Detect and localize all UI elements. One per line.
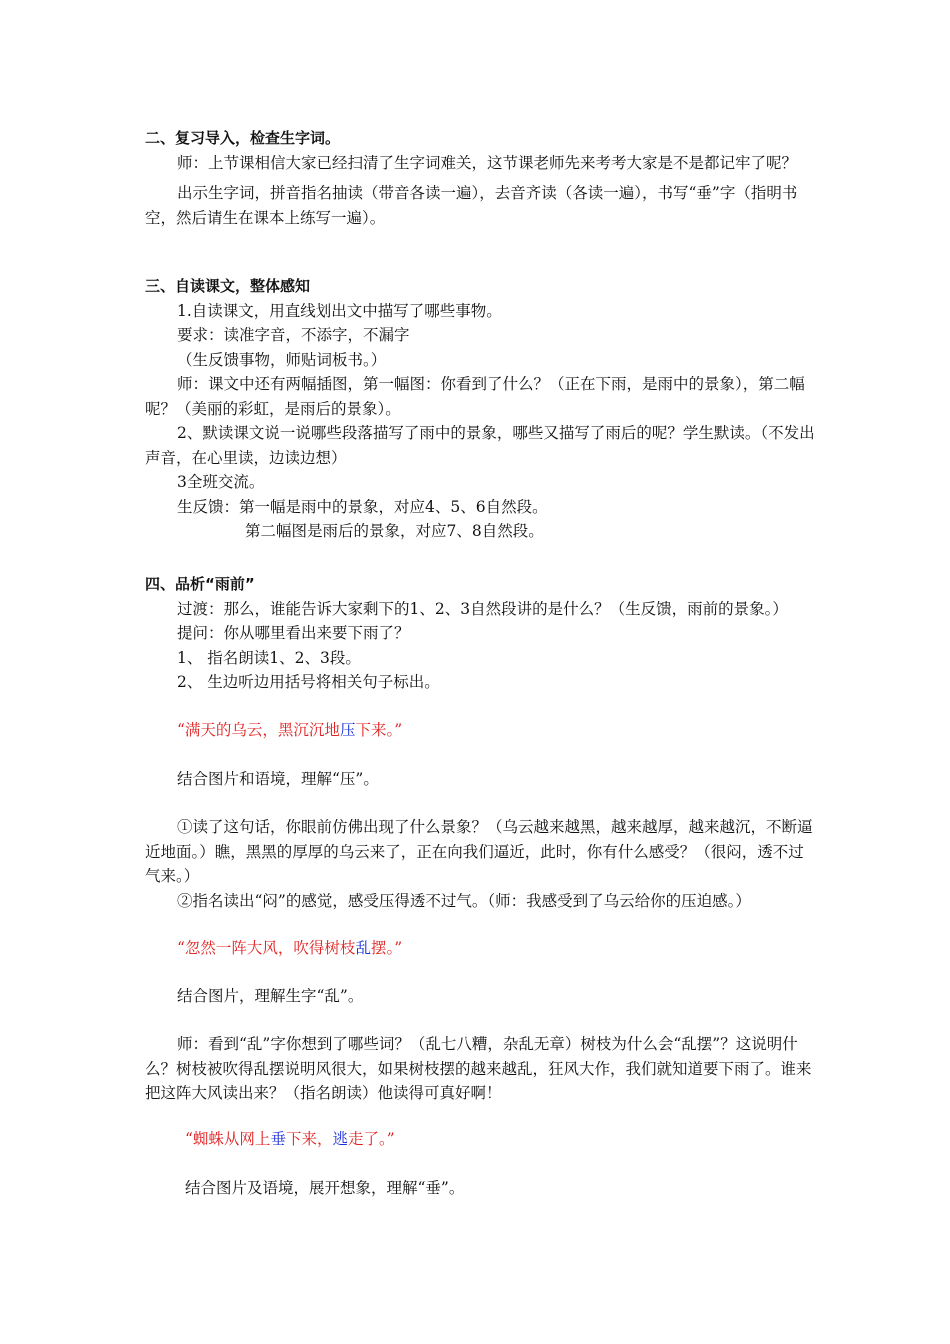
instruction-2 (145, 984, 815, 1009)
paragraph: （生反馈事物，师贴词板书。） (177, 350, 387, 369)
key-character: 逃 (332, 1130, 348, 1148)
discussion-1 (145, 815, 815, 913)
key-character: 垂 (270, 1130, 286, 1148)
paragraph: ①读了这句话，你眼前仿佛出现了什么景象？（乌云越来越黑，越来越厚，越来越沉，不断逼近地面。）瞧，黑黑的厚厚的乌云来了，正在向我们逼近，此时，你有什么感受？（很闷，透不过气来。） (145, 818, 813, 885)
section-before-rain (145, 572, 815, 695)
quote-text: 走了。” (347, 1130, 395, 1148)
quote-line (145, 718, 815, 743)
paragraph: 1.自读课文，用直线划出文中描写了哪些事物。 (177, 301, 502, 320)
quote-text: 下来， (285, 1130, 333, 1148)
paragraph: 结合图片及语境，展开想象，理解“垂”。 (185, 1179, 465, 1197)
paragraph: 出示生字词，拼音指名抽读（带音各读一遍），去音齐读（各读一遍），书写“垂”字（指明书空，然后请生在课本上练写一遍）。 (145, 184, 798, 227)
paragraph: 师：看到“乱”字你想到了哪些词？（乱七八糟，杂乱无章）树枝为什么会“乱摆”？这说明什么？树枝被吹得乱摆说明风很大，如果树枝摆的越来越乱，狂风大作，我们就知道要下雨了。谁来把这阵大风读出来？（指名朗读）他读得可真好啊！ (145, 1035, 812, 1102)
paragraph: 过渡：那么，谁能告诉大家剩下的1、2、3自然段讲的是什么？（生反馈，雨前的景象。） (177, 599, 788, 618)
quote-line (145, 936, 815, 961)
quote-text: “蜘蛛从网上 (185, 1130, 271, 1148)
quote-text: 下来。” (355, 721, 403, 739)
section-heading: 三、自读课文，整体感知 (145, 277, 311, 295)
paragraph: 2、 生边听边用括号将相关句子标出。 (177, 673, 440, 691)
section-self-reading (145, 274, 815, 544)
quote-sentence-1 (145, 718, 815, 743)
paragraph: ②指名读出“闷”的感觉，感受压得透不过气。（师：我感受到了乌云给你的压迫感。） (177, 891, 751, 910)
section-review (145, 126, 815, 230)
quote-sentence-2 (145, 936, 815, 961)
paragraph: 3全班交流。 (177, 473, 265, 491)
paragraph: 要求：读准字音，不添字，不漏字 (177, 326, 410, 344)
section-heading: 四、品析“雨前” (145, 575, 255, 593)
instruction-3 (145, 1176, 815, 1201)
key-character: 压 (339, 721, 356, 739)
paragraph: 师：上节课相信大家已经扫清了生字词难关，这节课老师先来考考大家是不是都记牢了呢？ (177, 153, 798, 172)
paragraph: 提问：你从哪里看出来要下雨了？ (177, 624, 410, 642)
section-heading: 二、复习导入，检查生字词。 (145, 129, 341, 147)
quote-line (145, 1127, 815, 1152)
instruction-1 (145, 767, 815, 792)
quote-text: 摆。” (370, 939, 403, 957)
quote-sentence-3 (145, 1127, 815, 1152)
paragraph: 结合图片，理解生字“乱”。 (177, 987, 364, 1005)
quote-text: “满天的乌云，黑沉沉地 (177, 721, 340, 739)
paragraph: 结合图片和语境，理解“压”。 (177, 770, 379, 788)
quote-text: “忽然一阵大风，吹得树枝 (177, 939, 356, 957)
discussion-2 (145, 1032, 815, 1106)
paragraph: 师：课文中还有两幅插图，第一幅图：你看到了什么？（正在下雨，是雨中的景象），第二幅呢？（美丽的彩虹，是雨后的景象）。 (145, 375, 805, 418)
paragraph: 2、默读课文说一说哪些段落描写了雨中的景象，哪些又描写了雨后的呢？学生默读。（不发出声音，在心里读，边读边想） (145, 424, 815, 467)
paragraph: 1、 指名朗读1、2、3段。 (177, 648, 361, 667)
paragraph: 第二幅图是雨后的景象，对应7、8自然段。 (245, 522, 544, 540)
key-character: 乱 (355, 939, 371, 957)
paragraph: 生反馈：第一幅是雨中的景象，对应4、5、6自然段。 (177, 497, 548, 516)
